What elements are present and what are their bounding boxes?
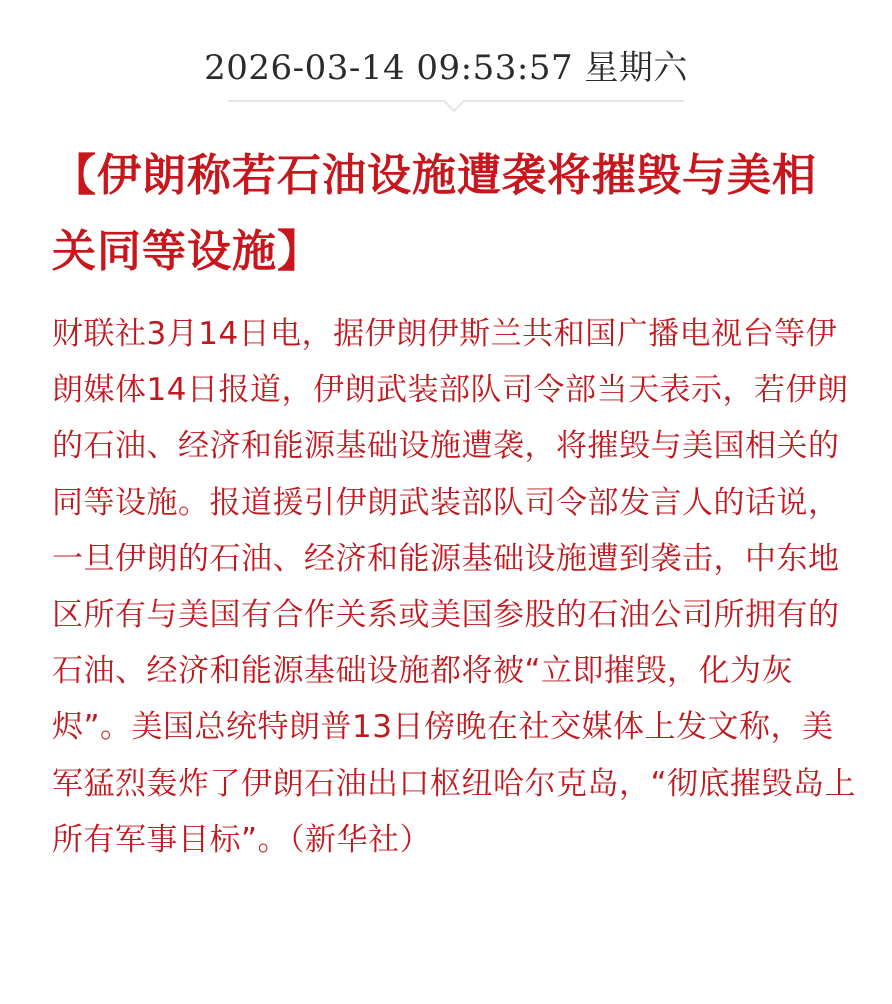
article-body: 财联社3月14日电，据伊朗伊斯兰共和国广播电视台等伊朗媒体14日报道，伊朗武装部队司令部当天表示，若伊朗的石油、经济和能源基础设施遭袭，将摧毁与美国相关的同等设施。报道援引伊朗武装部队司令部发言人的话说，一旦伊朗的石油、经济和能源基础设施遭到袭击，中东地区所有与美国有合作关系或美国参股的石油公司所拥有的石油、经济和能源基础设施都将被“立即摧毁，化为灰烬”。美国总统特朗普13日傍晚在社交媒体上发文称，美军猛烈轰炸了伊朗石油出口枢纽哈尔克岛，“彻底摧毁岛上所有军事目标”。（新华社） [52, 316, 857, 858]
divider-notch [443, 90, 466, 113]
article-datetime: 2026-03-14 09:53:57 星期六 [204, 48, 688, 88]
article-title: 【伊朗称若石油设施遭袭将摧毁与美相关同等设施】 [52, 150, 817, 277]
